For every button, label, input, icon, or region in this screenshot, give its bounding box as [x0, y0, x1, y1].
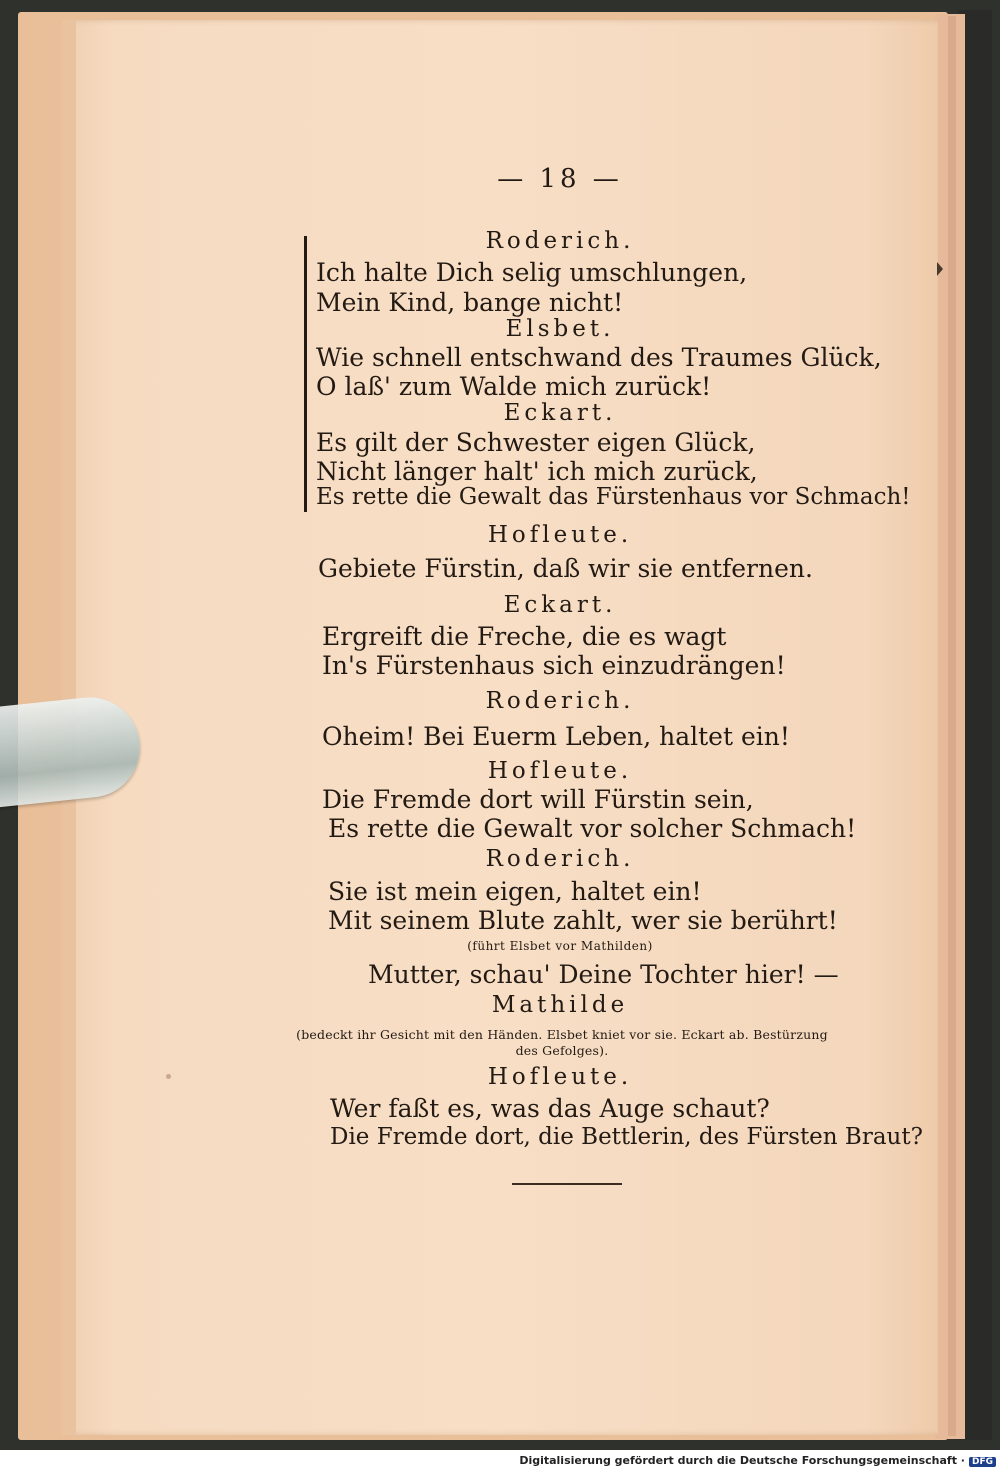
verse-line: O laß' zum Walde mich zurück!: [316, 372, 712, 401]
speaker-name: Mathilde: [491, 992, 629, 1018]
verse-line: Sie ist mein eigen, haltet ein!: [328, 877, 702, 906]
speaker-name: Elsbet.: [505, 316, 615, 342]
verse-line: Ich halte Dich selig umschlungen,: [316, 258, 748, 287]
stage-direction: des Gefolges).: [515, 1043, 609, 1058]
stage-direction: (bedeckt ihr Gesicht mit den Händen. Elsbet kniet vor sie. Eckart ab. Bestürzung: [296, 1027, 828, 1042]
verse-line: Es rette die Gewalt vor solcher Schmach!: [328, 814, 857, 843]
speaker-name: Hofleute.: [487, 522, 633, 548]
speaker-name: Hofleute.: [487, 1064, 633, 1090]
verse-line: Gebiete Fürstin, daß wir sie entfernen.: [318, 554, 813, 583]
verse-line: Mit seinem Blute zahlt, wer sie berührt!: [328, 906, 838, 935]
paper-spot: [166, 1074, 171, 1079]
page-number: — 18 —: [497, 164, 623, 194]
stanza-bracket: [304, 236, 307, 512]
verse-line: Nicht länger halt' ich mich zurück,: [316, 457, 758, 486]
verse-line: In's Fürstenhaus sich einzudrängen!: [322, 651, 786, 680]
stage-direction: (führt Elsbet vor Mathilden): [467, 939, 653, 953]
section-rule: [512, 1183, 622, 1185]
verse-line: Mein Kind, bange nicht!: [316, 288, 624, 317]
speaker-name: Hofleute.: [487, 758, 633, 784]
verse-line: Mutter, schau' Deine Tochter hier! —: [368, 960, 839, 989]
verse-line: Die Fremde dort, die Bettlerin, des Fürsten Braut?: [330, 1124, 923, 1150]
verse-line: Es rette die Gewalt das Fürstenhaus vor Schmach!: [316, 484, 911, 510]
next-page-strip: [948, 16, 956, 1436]
speaker-name: Eckart.: [503, 592, 617, 618]
dfg-logo: DFG: [969, 1457, 996, 1467]
page-edge-mark: [937, 262, 943, 276]
verse-line: Oheim! Bei Euerm Leben, haltet ein!: [322, 722, 790, 751]
verse-line: Wie schnell entschwand des Traumes Glück,: [316, 343, 882, 372]
speaker-name: Roderich.: [485, 688, 635, 714]
verse-line: Es gilt der Schwester eigen Glück,: [316, 428, 756, 457]
verse-line: Ergreift die Freche, die es wagt: [322, 622, 727, 651]
digitization-credit: [519, 1454, 996, 1467]
verse-line: Wer faßt es, was das Auge schaut?: [330, 1094, 770, 1123]
credit-text: Digitalisierung gefördert durch die Deutsche Forschungsgemeinschaft ·: [519, 1454, 965, 1467]
speaker-name: Eckart.: [503, 400, 617, 426]
verse-line: Die Fremde dort will Fürstin sein,: [322, 785, 754, 814]
speaker-name: Roderich.: [485, 846, 635, 872]
speaker-name: Roderich.: [485, 228, 635, 254]
